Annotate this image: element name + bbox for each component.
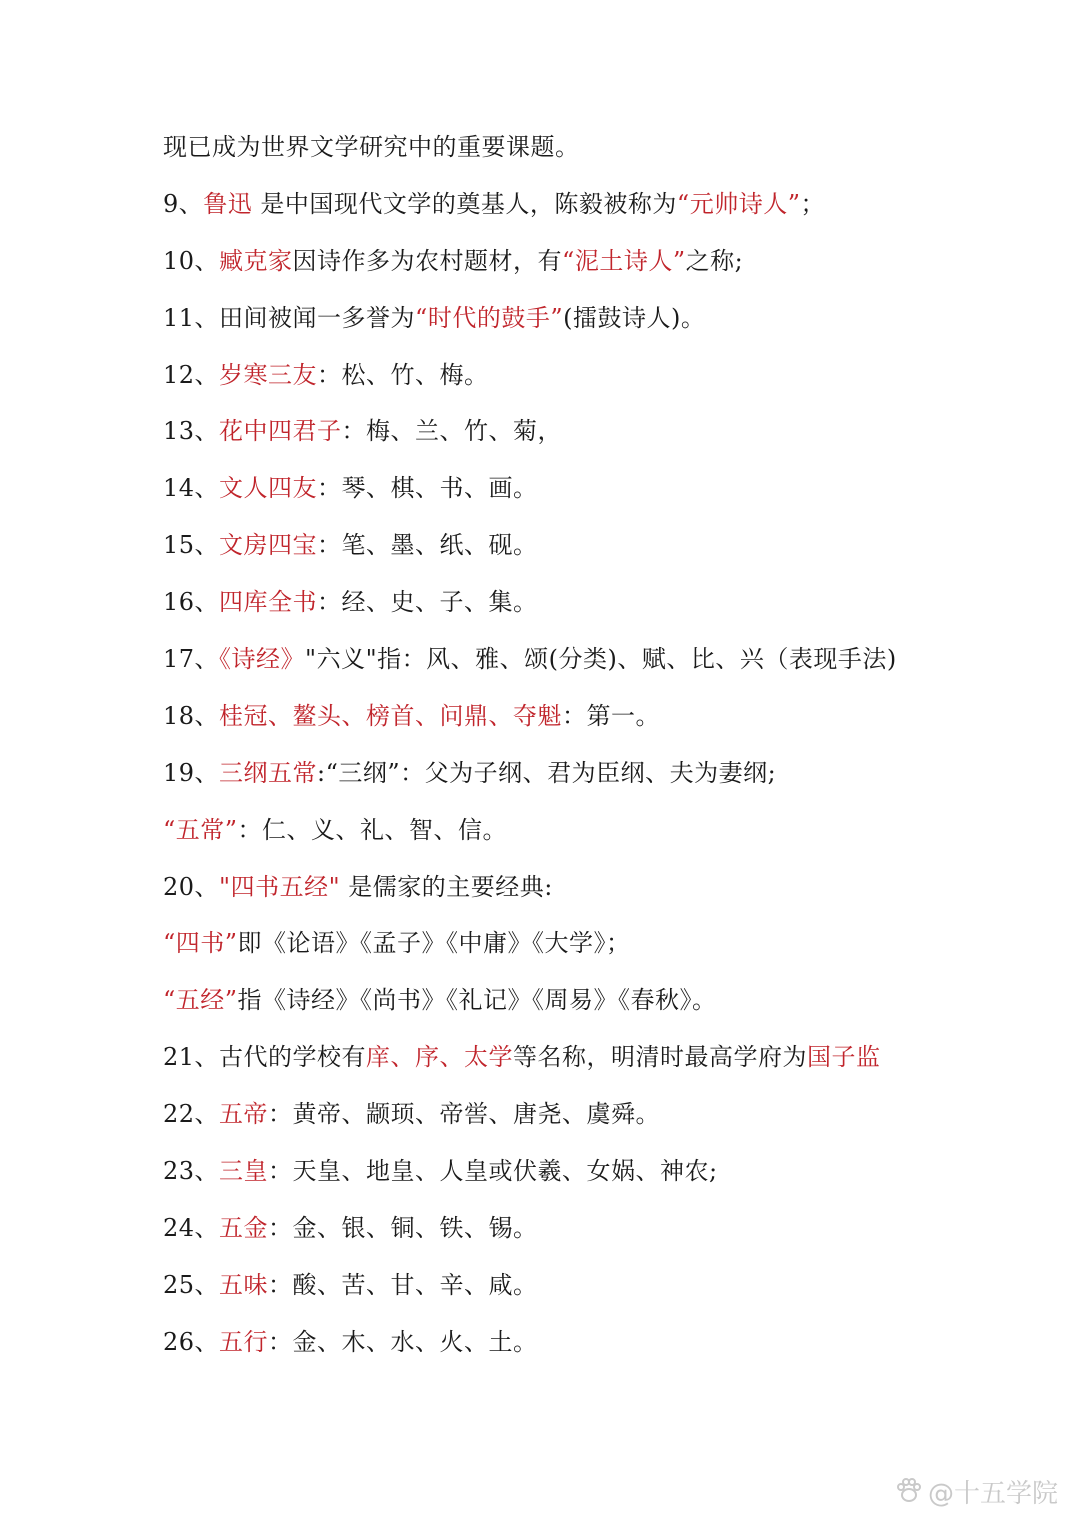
watermark-text: @十五学院 <box>927 1478 1058 1509</box>
highlighted-term: 《诗经》 <box>219 645 306 674</box>
line-text: 26、 <box>163 1327 220 1356</box>
text-line <box>163 696 1043 753</box>
line-text: 21、古代的学校有 <box>163 1043 367 1072</box>
line-text: 18、 <box>163 701 220 730</box>
text-line <box>163 923 1043 980</box>
highlighted-term: 臧克家 <box>219 246 293 275</box>
text-line <box>163 355 1043 412</box>
highlighted-term: 文房四宝 <box>219 531 318 560</box>
text-line <box>163 639 1043 696</box>
text-line <box>163 1208 1043 1265</box>
text-line <box>163 468 1043 525</box>
line-text: "六义"指：风、雅、颂(分类)、赋、比、兴（表现手法) <box>305 645 897 674</box>
line-text: ：琴、棋、书、画。 <box>317 474 538 503</box>
line-text: 19、 <box>163 758 220 787</box>
highlighted-term: “四书” <box>163 929 238 958</box>
highlighted-term: 五味 <box>219 1270 269 1299</box>
highlighted-term: 三皇 <box>219 1157 269 1186</box>
line-text: ：第一。 <box>562 701 661 730</box>
line-text: 22、 <box>163 1100 220 1129</box>
text-line <box>163 980 1043 1037</box>
text-body <box>163 127 1043 1379</box>
text-line <box>163 810 1043 867</box>
line-text: 20、 <box>163 872 220 901</box>
line-text: (擂鼓诗人)。 <box>563 303 706 332</box>
line-text: 13、 <box>163 417 220 446</box>
line-text: 指《诗经》《尚书》《礼记》《周易》《春秋》。 <box>237 986 717 1015</box>
line-text: 24、 <box>163 1213 220 1242</box>
line-text: ：黄帝、颛顼、帝喾、唐尧、虞舜。 <box>268 1100 661 1129</box>
highlighted-term: “五经” <box>163 986 238 1015</box>
highlighted-term: 五金 <box>219 1213 269 1242</box>
line-text: ：仁、义、礼、智、信。 <box>237 815 508 844</box>
line-text: 现已成为世界文学研究中的重要课题。 <box>163 133 580 161</box>
line-text: ：金、银、铜、铁、锡。 <box>268 1213 538 1242</box>
line-text: 等名称，明清时最高学府为 <box>513 1043 808 1072</box>
highlighted-term: 鲁迅 <box>203 189 253 218</box>
line-text: ：梅、兰、竹、菊， <box>341 417 563 446</box>
line-text: 15、 <box>163 531 220 560</box>
line-text: ； <box>800 189 825 218</box>
line-text: ：天皇、地皇、人皇或伏羲、女娲、神农; <box>268 1157 718 1186</box>
highlighted-term: 庠、序、太学 <box>366 1043 514 1072</box>
line-text: 是儒家的主要经典: <box>340 872 553 901</box>
line-text: ：松、竹、梅。 <box>317 360 489 389</box>
highlighted-term: 文人四友 <box>219 474 318 503</box>
line-text: 因诗作多为农村题材，有 <box>292 246 563 275</box>
line-text: :“三纲”：父为子纲、君为臣纲、夫为妻纲; <box>317 758 777 787</box>
text-line <box>163 1094 1043 1151</box>
text-line <box>163 298 1043 355</box>
highlighted-term: "四书五经" <box>219 872 341 901</box>
highlighted-term: 花中四君子 <box>219 417 342 446</box>
highlighted-term: 五行 <box>219 1327 269 1356</box>
paw-icon <box>894 1476 924 1506</box>
text-line <box>163 582 1043 639</box>
highlighted-term: “五常” <box>163 815 238 844</box>
text-line <box>163 1322 1043 1379</box>
text-line <box>163 1037 1043 1094</box>
line-text: 14、 <box>163 474 220 503</box>
line-text: 即《论语》《孟子》《中庸》《大学》； <box>237 929 631 958</box>
highlighted-term: 四库全书 <box>219 588 318 617</box>
highlighted-term: “泥土诗人” <box>562 246 686 275</box>
line-text: ：经、史、子、集。 <box>317 588 538 617</box>
line-text: 9、 <box>163 189 204 218</box>
line-text: 23、 <box>163 1157 220 1186</box>
highlighted-term: 国子监 <box>807 1043 881 1072</box>
highlighted-term: “时代的鼓手” <box>415 303 564 332</box>
text-line <box>163 411 1043 468</box>
line-text: 10、 <box>163 246 220 275</box>
highlighted-term: 五帝 <box>219 1100 269 1129</box>
line-text: 之称; <box>685 246 744 275</box>
text-line <box>163 184 1043 241</box>
line-text: 是中国现代文学的奠基人，陈毅被称为 <box>252 189 677 218</box>
line-text: 25、 <box>163 1270 220 1299</box>
text-line <box>163 1265 1043 1322</box>
line-text: ：酸、苦、甘、辛、咸。 <box>268 1270 538 1299</box>
highlighted-term: 三纲五常 <box>219 758 318 787</box>
watermark <box>894 1474 1058 1508</box>
line-text: 16、 <box>163 588 220 617</box>
text-line <box>163 127 1043 184</box>
line-text: 12、 <box>163 360 220 389</box>
text-line <box>163 867 1043 924</box>
text-line <box>163 1151 1043 1208</box>
line-text: ：笔、墨、纸、砚。 <box>317 531 538 560</box>
line-text: 17、 <box>163 645 220 674</box>
text-line <box>163 525 1043 582</box>
text-line <box>163 753 1043 810</box>
highlighted-term: 桂冠、鳌头、榜首、问鼎、夺魁 <box>219 701 563 730</box>
highlighted-term: “元帅诗人” <box>676 189 801 218</box>
highlighted-term: 岁寒三友 <box>219 360 318 389</box>
line-text: 11、田间被闻一多誉为 <box>163 303 416 332</box>
text-line <box>163 241 1043 298</box>
line-text: ：金、木、水、火、土。 <box>268 1327 538 1356</box>
